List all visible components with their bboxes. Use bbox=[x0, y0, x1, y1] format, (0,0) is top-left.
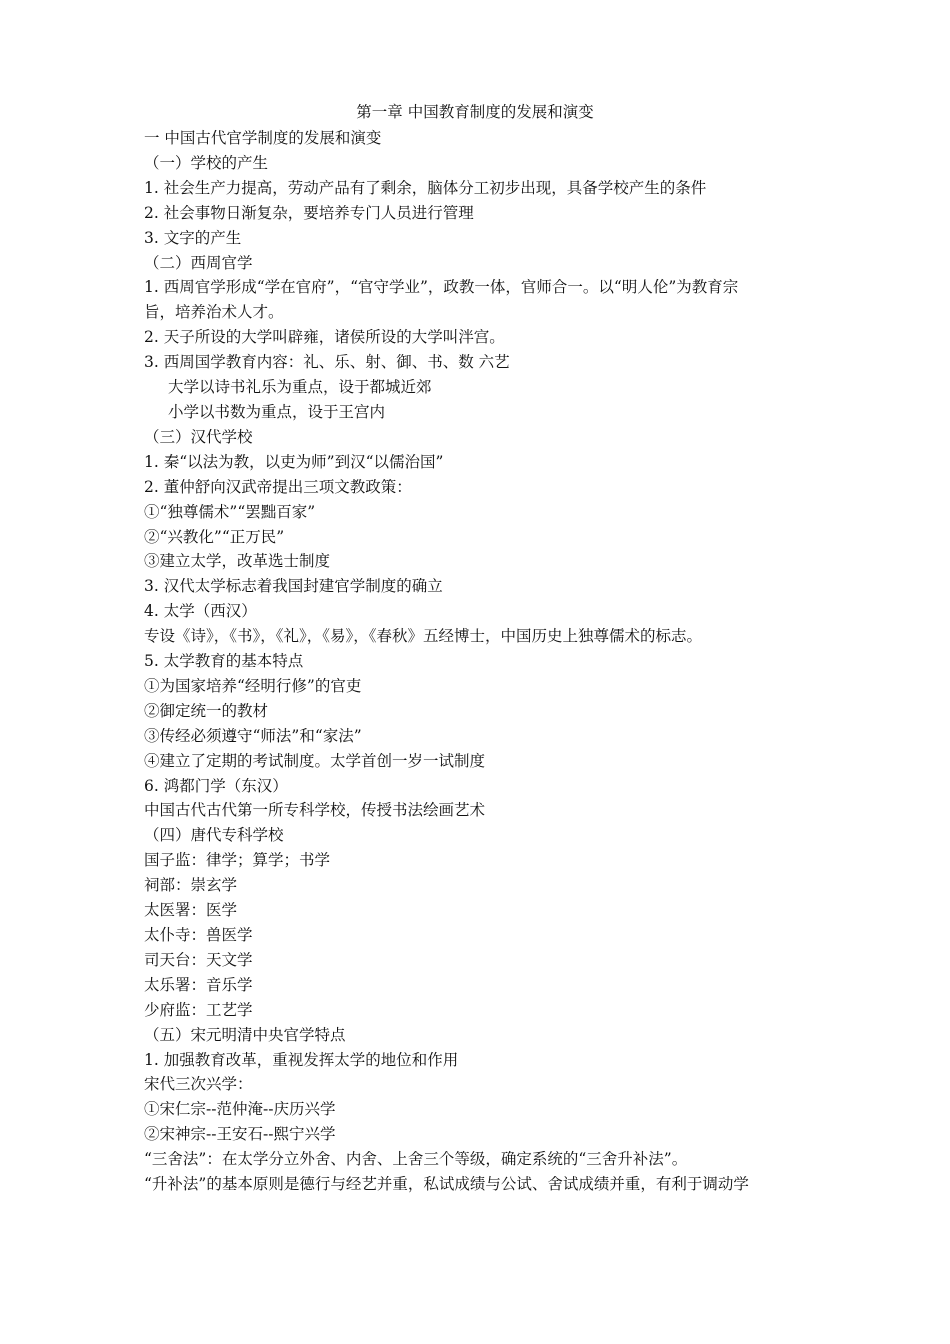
text-line: 3. 西周国学教育内容：礼、乐、射、御、书、数 六艺 bbox=[144, 353, 510, 372]
text-line: 6. 鸿都门学（东汉） bbox=[144, 776, 288, 795]
text-line: 1. 西周官学形成“学在官府”，“官守学业”，政教一体，官师合一。以“明人伦”为教育宗 bbox=[144, 278, 739, 297]
text-line: 1. 社会生产力提高，劳动产品有了剩余，脑体分工初步出现，具备学校产生的条件 bbox=[144, 178, 707, 197]
text-line: 专设《诗》，《书》，《礼》，《易》，《春秋》五经博士，中国历史上独尊儒术的标志。 bbox=[144, 627, 703, 646]
text-line: ①为国家培养“经明行修”的官吏 bbox=[144, 676, 362, 695]
text-line: 祠部：崇玄学 bbox=[144, 876, 238, 895]
text-line: ④建立了定期的考试制度。太学首创一岁一试制度 bbox=[144, 751, 486, 770]
subsection-heading: （二）西周官学 bbox=[144, 253, 253, 272]
text-line: ③传经必须遵守“师法”和“家法” bbox=[144, 726, 362, 745]
text-line: 3. 文字的产生 bbox=[144, 228, 242, 247]
text-line: 2. 天子所设的大学叫辟雍，诸侯所设的大学叫泮宫。 bbox=[144, 328, 505, 347]
text-line: 太乐署：音乐学 bbox=[144, 975, 253, 994]
subsection-heading: （三）汉代学校 bbox=[144, 427, 253, 446]
section-heading: 一 中国古代官学制度的发展和演变 bbox=[144, 129, 382, 147]
text-line: 司天台：天文学 bbox=[144, 950, 253, 969]
text-line: 宋代三次兴学： bbox=[144, 1075, 253, 1094]
text-line: 4. 太学（西汉） bbox=[144, 602, 257, 621]
text-line: 太医署：医学 bbox=[144, 901, 238, 920]
text-line: 小学以书数为重点，设于王宫内 bbox=[168, 402, 386, 421]
text-line: 旨，培养治术人才。 bbox=[144, 303, 284, 322]
text-line: 2. 社会事物日渐复杂，要培养专门人员进行管理 bbox=[144, 203, 474, 222]
text-line: ③建立太学，改革选士制度 bbox=[144, 552, 331, 571]
subsection-heading: （一）学校的产生 bbox=[144, 153, 269, 172]
text-line: 大学以诗书礼乐为重点，设于都城近郊 bbox=[168, 378, 432, 397]
text-line: ①“独尊儒术”“罢黜百家” bbox=[144, 502, 316, 521]
chapter-title: 第一章 中国教育制度的发展和演变 bbox=[356, 103, 594, 121]
text-line: 少府监：工艺学 bbox=[144, 1000, 253, 1019]
text-line: 太仆寺：兽医学 bbox=[144, 926, 253, 944]
subsection-heading: （五）宋元明清中央官学特点 bbox=[144, 1025, 346, 1044]
text-line: 1. 加强教育改革，重视发挥太学的地位和作用 bbox=[144, 1050, 459, 1069]
text-line: ②御定统一的教材 bbox=[144, 701, 269, 720]
text-line: 2. 董仲舒向汉武帝提出三项文教政策： bbox=[144, 477, 412, 496]
text-line: ②“兴教化”“正万民” bbox=[144, 527, 285, 546]
text-line: ①宋仁宗--范仲淹--庆历兴学 bbox=[144, 1100, 336, 1119]
text-line: ②宋神宗--王安石--熙宁兴学 bbox=[144, 1125, 336, 1144]
document-body bbox=[144, 126, 824, 1197]
text-line: “升补法”的基本原则是德行与经艺并重，私试成绩与公试、舍试成绩并重，有利于调动学 bbox=[144, 1175, 749, 1194]
text-line: 1. 秦“以法为教，以吏为师”到汉“以儒治国” bbox=[144, 452, 444, 471]
subsection-heading: （四）唐代专科学校 bbox=[144, 826, 284, 845]
text-line: 5. 太学教育的基本特点 bbox=[144, 652, 304, 671]
text-line: 中国古代古代第一所专科学校，传授书法绘画艺术 bbox=[144, 801, 486, 820]
text-line: 国子监：律学；算学；书学 bbox=[144, 851, 331, 870]
text-line: “三舍法”：在太学分立外舍、内舍、上舍三个等级，确定系统的“三舍升补法”。 bbox=[144, 1150, 688, 1169]
text-line: 3. 汉代太学标志着我国封建官学制度的确立 bbox=[144, 577, 443, 596]
